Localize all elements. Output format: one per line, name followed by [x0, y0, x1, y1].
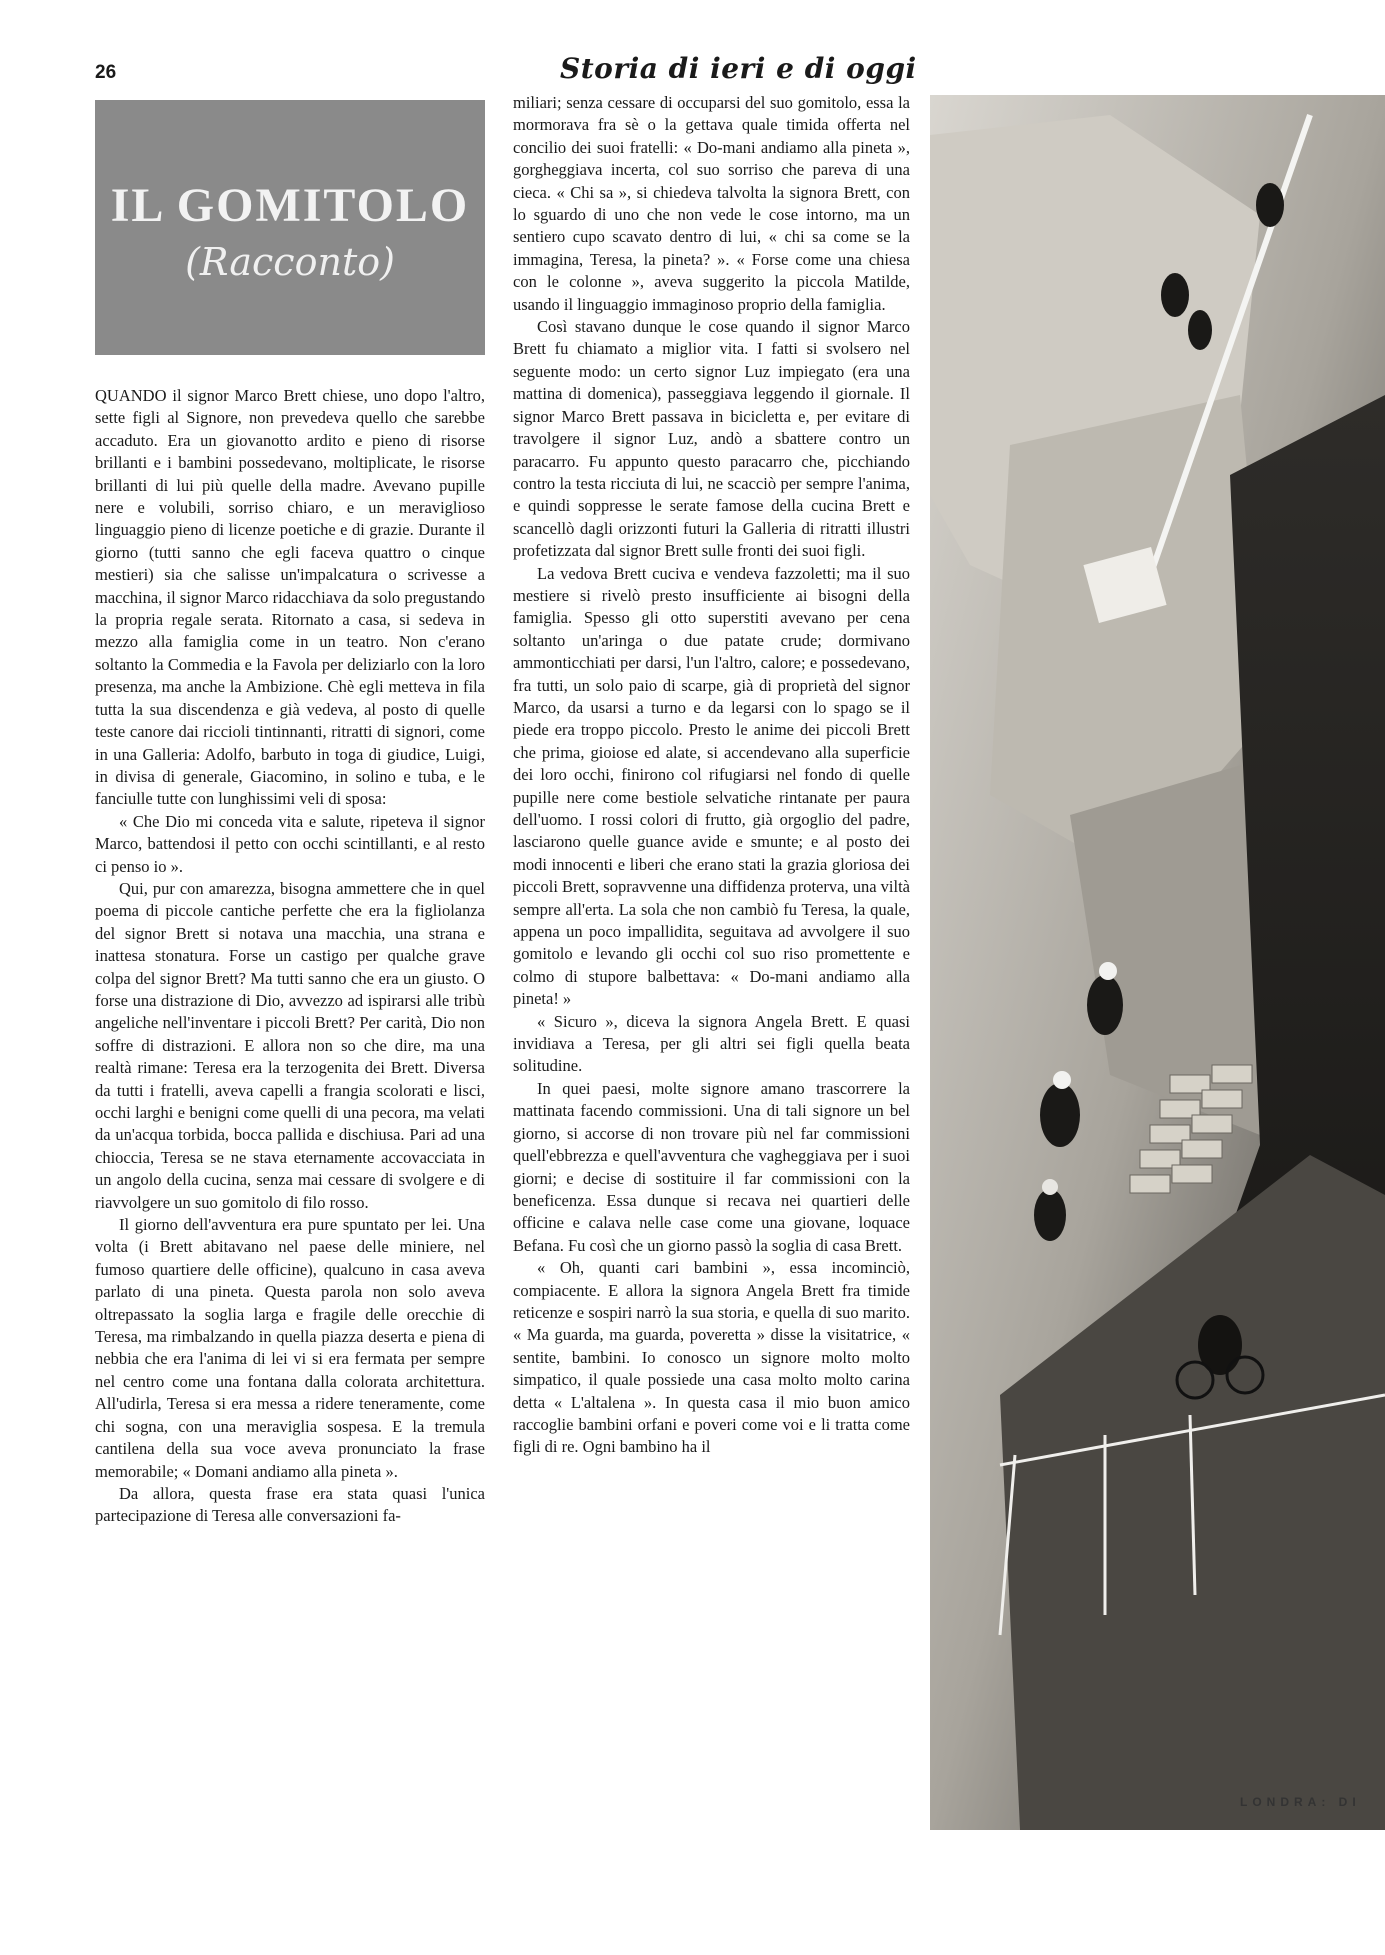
- paragraph: miliari; senza cessare di occuparsi del suo gomitolo, essa la mormorava fra sè o la gettava quale timida offerta nel concilio dei suoi fratelli: « Do-mani andiamo alla pineta », gorgheggiava incerta, col suo sorriso che pareva di una cieca. « Chi sa », si chiedeva talvolta la signora Brett, con lo sguardo di uno che non vede le cose intorno, ma un sentiero cupo scavato dentro di lui, « chi sa come se la immagina, Teresa, la pineta? ». « Forse come una chiesa con le colonne », aveva suggerito la piccola Matilde, usando il linguaggio immaginoso proprio della famiglia.: [513, 93, 910, 314]
- left-text-column: [95, 385, 485, 1528]
- paragraph: In quei paesi, molte signore amano trascorrere la mattinata facendo commissioni. Una di tali signore un bel giorno, si accorse di non trovare più nel far commissioni quell'ebbrezza e quell'avventura che vagheggiava per i suoi giorni; e decise di sostituire il far commissioni con la beneficenza. Essa dunque si recava nei quartieri delle officine e calava nelle case come una giovane, loquace Befana. Fu così che un giorno passò la soglia di casa Brett.: [513, 1078, 910, 1255]
- title-box: [95, 100, 485, 355]
- story-title: IL GOMITOLO: [110, 179, 470, 232]
- paragraph: « Oh, quanti cari bambini », essa incominciò, compiacente. E allora la signora Angela Brett fra timide reticenze e sospiri narrò la sua storia, e quella di suo marito. « Ma guarda, ma guarda, poveretta » disse la visitatrice, « sentite, bambini. Io conosco un signore molto molto simpatico, il quale possiede una casa molto molto carina detta « L'altalena ». In questa casa il mio buon amico raccoglie bambini orfani e poveri come voi e li tratta come figli di re. Ogni bambino ha il: [513, 1258, 910, 1457]
- london-rubble-photo: [930, 95, 1385, 1830]
- photo-caption: LONDRA: DI: [1240, 1795, 1361, 1809]
- paragraph: Così stavano dunque le cose quando il signor Marco Brett fu chiamato a miglior vita. I fatti si svolsero nel seguente modo: un certo signor Luz impiegato (era una mattina di domenica), passeggiava leggendo il giornale. Il signor Marco Brett passava in bicicletta e, per evitare di travolgere il signor Luz, andò a sbattere contro un paracarro. Fu appunto questo paracarro che, picchiando contro la testa ricciuta di lui, ne scacciò per sempre l'anima, e quindi soppresse le serate famose della cucina Brett e scancellò dagli orizzonti futuri la Galleria di ritratti illustri profetizzata dal signor Brett sulle fronti dei suoi figli.: [513, 317, 910, 561]
- paragraph: QUANDO il signor Marco Brett chiese, uno dopo l'altro, sette figli al Signore, non prevedeva quello che sarebbe accaduto. Era un giovanotto ardito e pieno di risorse brillanti e i bambini possedevano, moltiplicate, le risorse brillanti di lui più quelle della madre. Avevano pupille nere e volubili, sorriso chiaro, e un meraviglioso linguaggio pieno di licenze poetiche e di grazie. Durante il giorno (tutti sanno che egli faceva quattro o cinque mestieri) sia che salisse un'impalcatura o scrivesse a macchina, il signor Marco ridacchiava da solo pregustando la propria regale serata. Ritornato a casa, si sedeva in mezzo alla famiglia come in un teatro. Non c'erano soltanto la Commedia e la Favola per deliziarlo con la loro presenza, ma anche la Ambizione. Chè egli metteva in fila tutta la sua discendenza e già vedeva, al posto di quelle teste canore dai riccioli tintinnanti, ritratti di signori, come in una Galleria: Adolfo, barbuto in toga di giudice, Luigi, in divisa di generale, Giacomino, in solino e tuba, e le fanciulle tutte con lunghissimi veli di sposa:: [95, 386, 485, 809]
- middle-text-column: [513, 92, 910, 1459]
- page-number: 26: [95, 62, 117, 83]
- paragraph: « Che Dio mi conceda vita e salute, ripeteva il signor Marco, battendosi il petto con occhi scintillanti, e al resto ci penso io ».: [95, 811, 485, 876]
- paragraph: Da allora, questa frase era stata quasi l'unica partecipazione di Teresa alle conversazioni fa-: [95, 1483, 485, 1526]
- story-subtitle: (Racconto): [185, 240, 395, 284]
- paragraph: Qui, pur con amarezza, bisogna ammettere che in quel poema di piccole cantiche perfette che era la figliolanza del signor Brett si notava una macchia, una strana e inattesa stonatura. Forse un castigo per qualche grave colpa del signor Brett? Ma tutti sanno che era un giusto. O forse una distrazione di Dio, avvezzo ad ispirarsi alle tribù angeliche nell'inventare i piccoli Brett? Per carità, Dio non soffre di distrazioni. E allora non so che dire, ma una realtà rimane: Teresa era la terzogenita dei Brett. Diversa da tutti i fratelli, aveva capelli a frangia scolorati e lisci, occhi larghi e benigni come quelli di una pecora, ma velati da un'acqua torbida, bocca pallida e dischiusa. Pari ad una chioccia, Teresa se ne stava eternamente accovacciata in un angolo della cucina, senza mai cessare di svolgere e di riavvolgere un suo gomitolo di filo rosso.: [95, 878, 485, 1212]
- paragraph: La vedova Brett cuciva e vendeva fazzoletti; ma il suo mestiere si rivelò presto insufficiente ai bisogni della famiglia. Spesso gli otto superstiti avevano per cena soltanto un'aringa o due patate crude; dormivano ammonticchiati per darsi, l'un l'altro, calore; e possedevano, fra tutti, un solo paio di scarpe, già di proprietà del signor Marco, da usarsi a turno e da legarsi con lo spago se il piede era troppo piccolo. Presto le anime dei piccoli Brett che prima, gioiose ed alate, si accendevano alla superficie dei loro occhi, finirono col rifugiarsi nel fondo di quelle pupille nere come bestiole selvatiche rintanate per paura dell'uomo. I rossi colori di frutto, già orgoglio del padre, lasciarono quelle guance avide e smunte; e al posto dei modi innocenti e liberi che erano stati la grazia gloriosa dei piccoli Brett, sopravvenne una diffidenza proterva, una viltà sempre all'erta. La sola che non cambiò fu Teresa, la quale, appena un poco impallidita, seguitava ad avvolgere il suo gomitolo e levando gli occhi col suo riso promettente e colmo di stupore balbettava: « Do-mani andiamo alla pineta! »: [513, 563, 910, 1009]
- paragraph: Il giorno dell'avventura era pure spuntato per lei. Una volta (i Brett abitavano nel paese delle miniere, nel fumoso quartiere delle officine), qualcuno in casa aveva parlato di una pineta. Questa parola non solo aveva oltrepassato la soglia larga e fragile delle orecchie di Teresa, ma rimbalzando in quella piazza deserta e piena di nebbia che era l'anima di lei vi si era fermata per sempre nel centro come una fontana dalla colorata architettura. All'udirla, Teresa si era messa a ridere teneramente, come chi sogna, con una meraviglia sospesa. E la tremula cantilena della sua voce aveva pronunciato la frase memorabile; « Domani andiamo alla pineta ».: [95, 1215, 485, 1481]
- running-title: Storia di ieri e di oggi: [560, 52, 917, 85]
- paragraph: « Sicuro », diceva la signora Angela Brett. E quasi invidiava a Teresa, per gli altri sei figli quella beata solitudine.: [513, 1011, 910, 1076]
